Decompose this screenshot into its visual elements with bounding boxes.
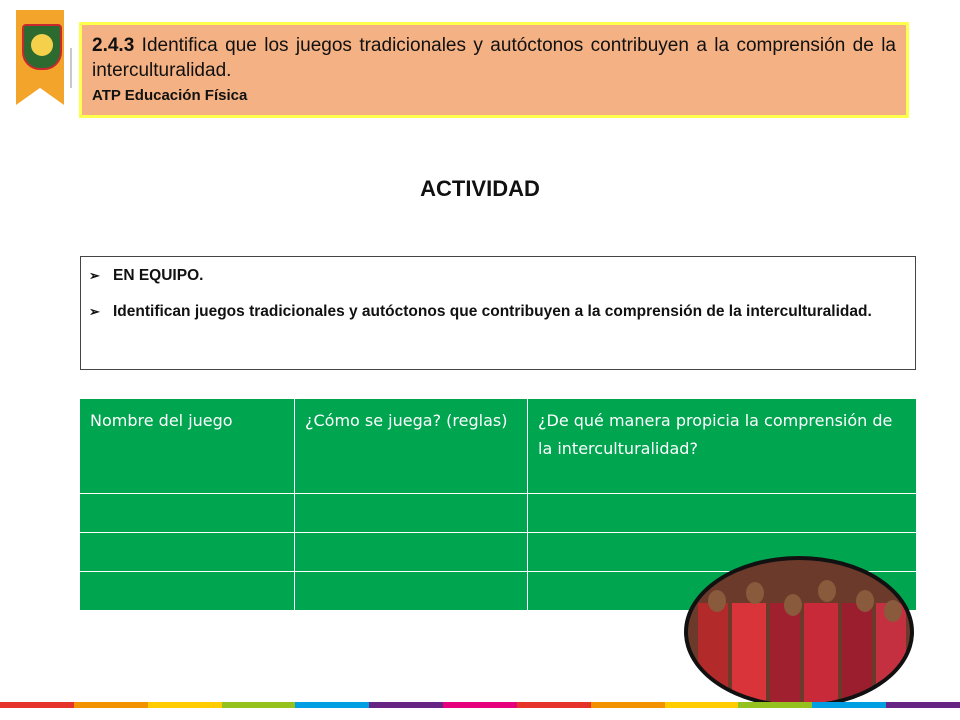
header-subtitle: ATP Educación Física: [92, 87, 248, 104]
instruction-text: EN EQUIPO.: [113, 267, 204, 284]
instructions-box: [80, 256, 916, 370]
table-cell[interactable]: [80, 533, 295, 572]
table-cell[interactable]: [295, 533, 528, 572]
column-header: ¿Cómo se juega? (reglas): [295, 399, 528, 494]
instruction-item: [89, 265, 905, 287]
arrowhead-bullet-icon: ➢: [89, 304, 100, 319]
column-header: Nombre del juego: [80, 399, 295, 494]
header-code: 2.4.3: [92, 35, 135, 56]
header-description: Identifica que los juegos tradicionales y autóctonos contribuyen a la comprensión de la interculturalidad.: [92, 35, 896, 81]
arrowhead-bullet-icon: ➢: [89, 268, 100, 283]
header-banner: [79, 22, 909, 118]
instruction-text: Identifican juegos tradicionales y autóctonos que contribuyen a la comprensión de la interculturalidad.: [113, 303, 872, 320]
table-cell[interactable]: [295, 572, 528, 611]
table-cell[interactable]: [80, 494, 295, 533]
instruction-item: [89, 301, 905, 323]
page-title: ACTIVIDAD: [420, 176, 540, 201]
color-stripe-footer: [0, 702, 960, 708]
children-traditional-dress-photo: [684, 556, 914, 708]
header-text: [92, 33, 896, 83]
table-cell[interactable]: [528, 494, 917, 533]
state-seal-logo: [22, 24, 62, 70]
column-header: ¿De qué manera propicia la comprensión de la interculturalidad?: [528, 399, 917, 494]
table-cell[interactable]: [295, 494, 528, 533]
table-cell[interactable]: [528, 533, 917, 572]
table-cell[interactable]: [80, 572, 295, 611]
table-header-row: [80, 399, 917, 494]
table-row: [80, 494, 917, 533]
